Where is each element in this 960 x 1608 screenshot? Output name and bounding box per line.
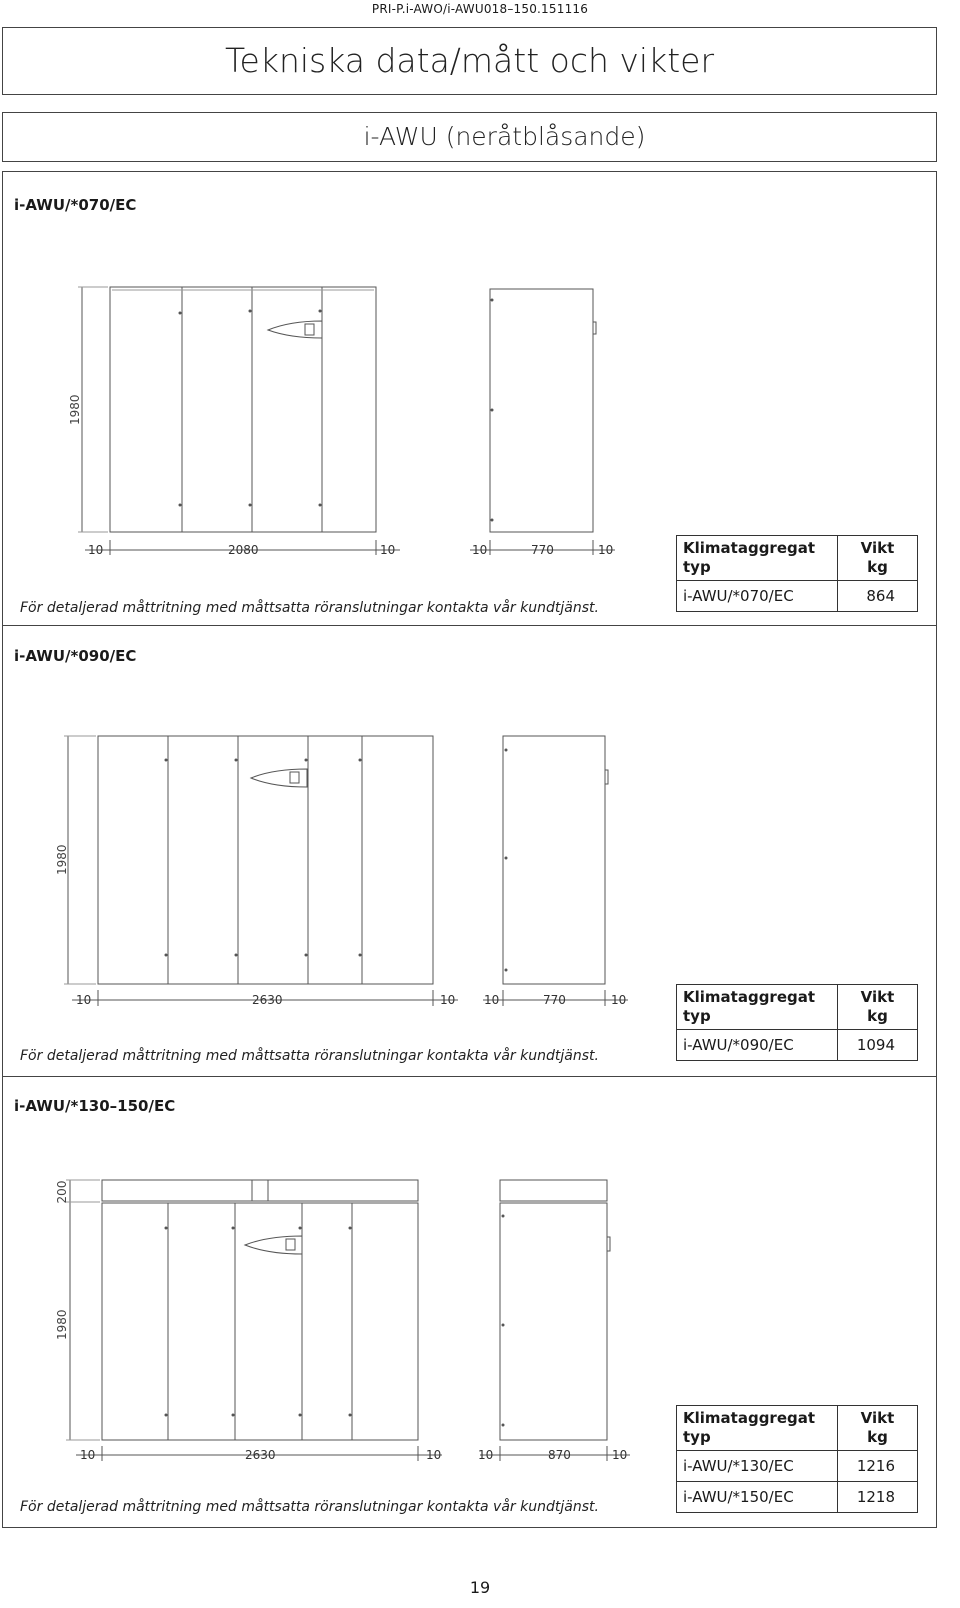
header-weight: Vikt kg bbox=[838, 985, 918, 1030]
front-width-dimension: 2080 bbox=[228, 543, 259, 557]
page-number: 19 bbox=[469, 1578, 491, 1597]
front-width-dimension: 2630 bbox=[245, 1448, 276, 1462]
header-type: Klimataggregat typ bbox=[677, 985, 838, 1030]
weight-cell: 1216 bbox=[838, 1451, 918, 1482]
table-row bbox=[677, 1451, 918, 1482]
display-panel-icon bbox=[245, 1236, 302, 1254]
display-panel-icon bbox=[268, 321, 322, 338]
side-right-dimension: 10 bbox=[612, 1448, 628, 1462]
header-type: Klimataggregat typ bbox=[677, 536, 838, 581]
section-title: i-AWU/*090/EC bbox=[14, 647, 137, 665]
side-right-dimension: 10 bbox=[598, 543, 614, 557]
header-type: Klimataggregat typ bbox=[677, 1406, 838, 1451]
header-weight: Vikt kg bbox=[838, 536, 918, 581]
spec-table bbox=[676, 984, 918, 1061]
display-panel-icon bbox=[251, 769, 307, 787]
type-cell: i-AWU/*150/EC bbox=[677, 1482, 838, 1513]
side-depth-dimension: 770 bbox=[543, 993, 566, 1007]
top-dimension: 200 bbox=[55, 1180, 69, 1204]
type-cell: i-AWU/*090/EC bbox=[677, 1030, 838, 1061]
table-header-row bbox=[677, 985, 918, 1030]
header-weight: Vikt kg bbox=[838, 1406, 918, 1451]
weight-cell: 864 bbox=[838, 581, 918, 612]
spec-table bbox=[676, 535, 918, 612]
front-view-070 bbox=[110, 287, 376, 532]
side-view-070 bbox=[490, 289, 596, 532]
side-left-dimension: 10 bbox=[478, 1448, 494, 1462]
table-header-row bbox=[677, 1406, 918, 1451]
spec-table bbox=[676, 1405, 918, 1513]
weight-cell: 1094 bbox=[838, 1030, 918, 1061]
side-left-dimension: 10 bbox=[484, 993, 500, 1007]
side-depth-dimension: 770 bbox=[531, 543, 554, 557]
height-dimension: 1980 bbox=[55, 1309, 69, 1340]
front-right-dimension: 10 bbox=[426, 1448, 442, 1462]
height-dimension: 1980 bbox=[68, 394, 82, 425]
side-left-dimension: 10 bbox=[472, 543, 488, 557]
type-cell: i-AWU/*070/EC bbox=[677, 581, 838, 612]
height-dimension: 1980 bbox=[55, 844, 69, 875]
front-right-dimension: 10 bbox=[440, 993, 456, 1007]
document-reference: PRI-P.i-AWO/i-AWU018–150.151116 bbox=[371, 2, 589, 16]
front-left-dimension: 10 bbox=[76, 993, 92, 1007]
front-left-dimension: 10 bbox=[80, 1448, 96, 1462]
table-row bbox=[677, 1482, 918, 1513]
type-cell: i-AWU/*130/EC bbox=[677, 1451, 838, 1482]
detail-note: För detaljerad måttritning med måttsatta röranslutningar kontakta vår kundtjänst. bbox=[20, 1048, 599, 1064]
height-dimension-line bbox=[66, 1180, 100, 1440]
section-title: i-AWU/*070/EC bbox=[14, 196, 137, 214]
table-row bbox=[677, 1030, 918, 1061]
table-header-row bbox=[677, 536, 918, 581]
height-dimension-line bbox=[78, 287, 108, 532]
page-subtitle: i-AWU (neråtblåsande) bbox=[363, 122, 646, 151]
detail-note: För detaljerad måttritning med måttsatta röranslutningar kontakta vår kundtjänst. bbox=[20, 1499, 599, 1515]
table-row bbox=[677, 581, 918, 612]
front-width-dimension: 2630 bbox=[252, 993, 283, 1007]
front-right-dimension: 10 bbox=[380, 543, 396, 557]
front-left-dimension: 10 bbox=[88, 543, 104, 557]
side-view-090 bbox=[503, 736, 608, 984]
side-depth-dimension: 870 bbox=[548, 1448, 571, 1462]
side-view-130-150 bbox=[500, 1180, 610, 1440]
section-title: i-AWU/*130–150/EC bbox=[14, 1097, 176, 1115]
detail-note: För detaljerad måttritning med måttsatta röranslutningar kontakta vår kundtjänst. bbox=[20, 600, 599, 616]
side-right-dimension: 10 bbox=[611, 993, 627, 1007]
page-title: Tekniska data/mått och vikter bbox=[224, 41, 715, 80]
front-view-130-150 bbox=[102, 1180, 418, 1440]
weight-cell: 1218 bbox=[838, 1482, 918, 1513]
